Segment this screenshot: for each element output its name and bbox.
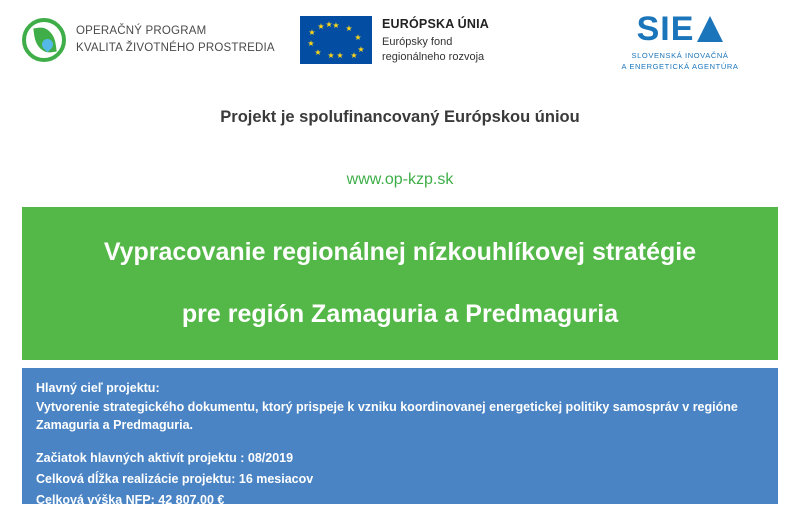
- siea-letters: SIE: [636, 10, 695, 48]
- logo-european-union: [300, 16, 489, 65]
- siea-wordmark: [600, 12, 760, 46]
- siea-subtitle-line1: SLOVENSKÁ INOVAČNÁ: [631, 51, 729, 60]
- goal-text: Vytvorenie strategického dokumentu, ktorý prispeje k vzniku koordinovanej energetickej politiky samospráv v regióne Zamaguria a Predmaguria.: [36, 400, 738, 433]
- eu-title: EURÓPSKA ÚNIA: [382, 17, 490, 31]
- project-title-band: [22, 207, 778, 360]
- project-title-line2: pre región Zamaguria a Predmaguria: [181, 299, 619, 328]
- siea-subtitle-line2: A ENERGETICKÁ AGENTÚRA: [621, 62, 739, 72]
- logo-strip: [0, 0, 800, 92]
- op-kzp-leaf-drop-icon: [22, 18, 66, 62]
- project-facts: [36, 448, 764, 510]
- project-info-band: [22, 368, 778, 507]
- fact-total-amount: Celková výška NFP: 42 807,00 €: [36, 492, 225, 507]
- eu-subtitle-line1: Európsky fond: [382, 36, 453, 48]
- fact-duration: Celková dĺžka realizácie projektu: 16 mesiacov: [36, 471, 314, 486]
- logo-op-kzp: [22, 18, 275, 62]
- eu-flag-icon: ★ ★ ★ ★ ★ ★ ★ ★ ★ ★ ★ ★: [300, 16, 372, 64]
- website-link[interactable]: www.op-kzp.sk: [346, 171, 454, 188]
- eu-logo-text: [382, 16, 489, 65]
- project-title-line1: Vypracovanie regionálnej nízkouhlíkovej stratégie: [103, 238, 697, 267]
- op-kzp-line1: OPERAČNÝ PROGRAM: [76, 25, 207, 38]
- siea-triangle-a-icon: [697, 16, 723, 42]
- fact-start-date: Začiatok hlavných aktivít projektu : 08/2019: [36, 451, 294, 466]
- cofinanced-statement: Projekt je spolufinancovaný Európskou úniou: [220, 108, 580, 126]
- logo-siea: [600, 12, 760, 73]
- eu-subtitle-line2: regionálneho rozvoja: [382, 50, 485, 63]
- goal-label: Hlavný cieľ projektu:: [36, 381, 160, 395]
- siea-subtitle: [600, 50, 760, 73]
- op-kzp-line2: KVALITA ŽIVOTNÉHO PROSTREDIA: [76, 42, 275, 54]
- op-kzp-logo-text: [76, 23, 275, 56]
